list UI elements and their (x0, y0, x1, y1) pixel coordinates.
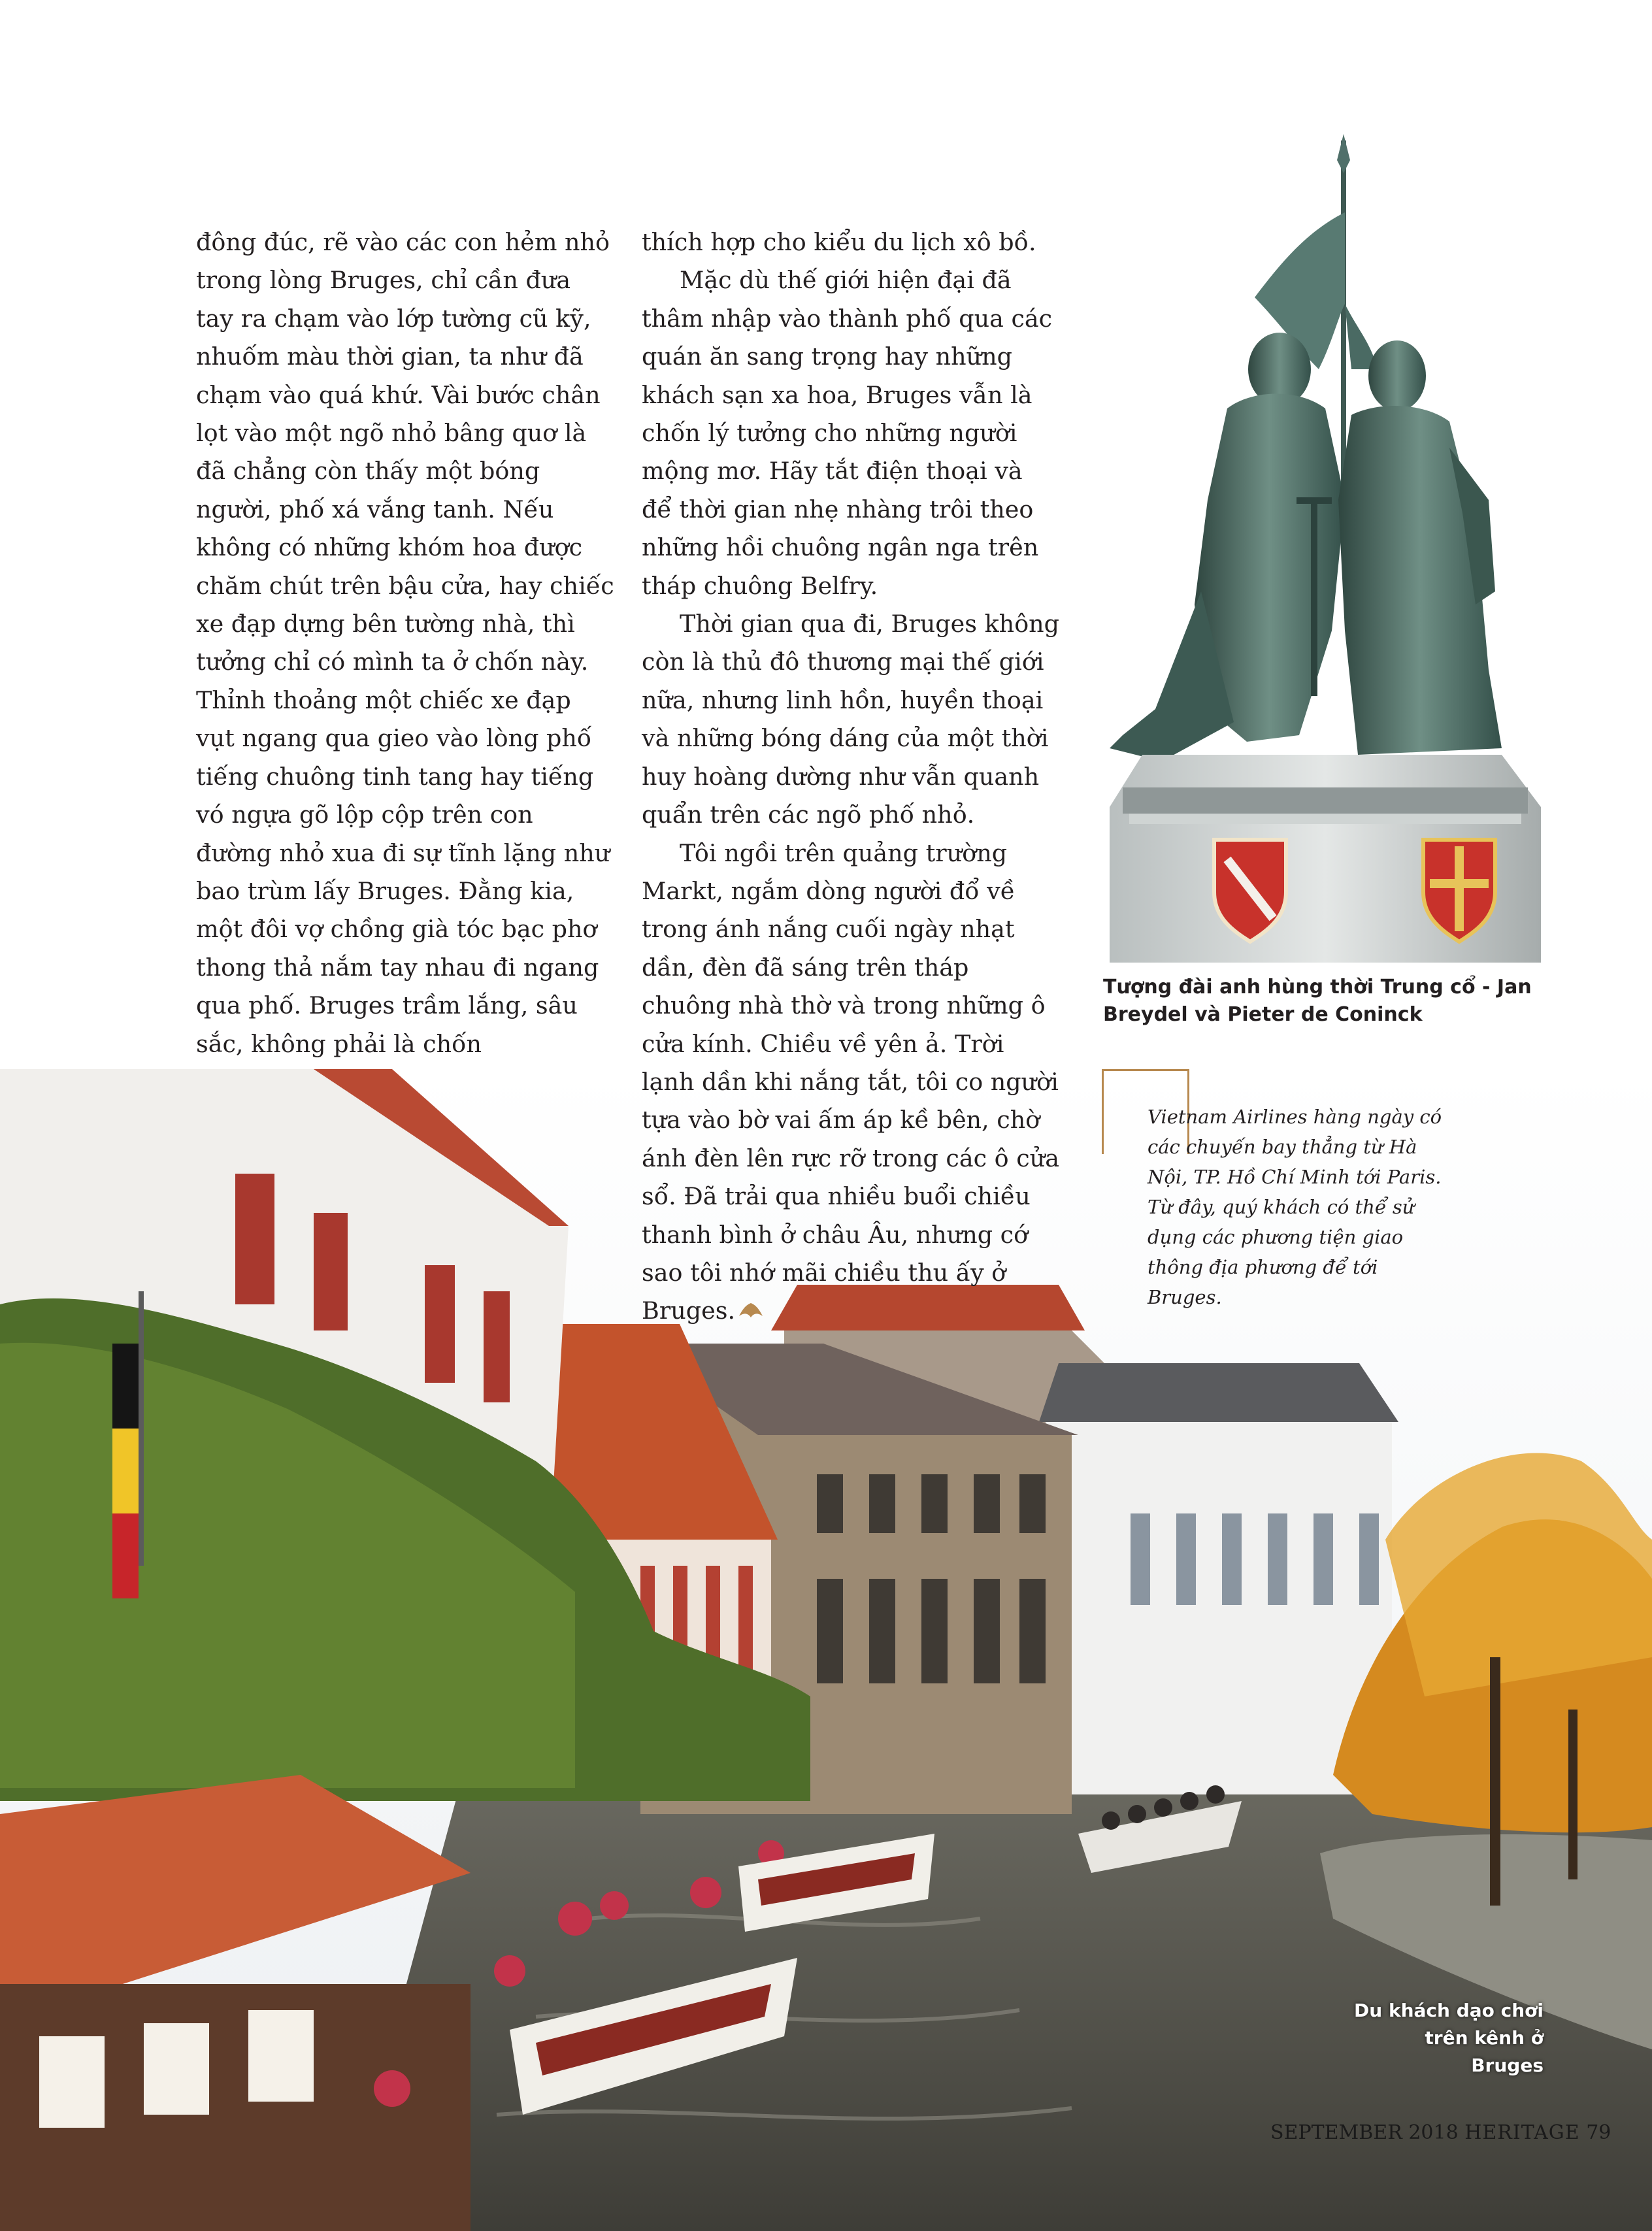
folio-magazine: HERITAGE (1464, 2121, 1580, 2144)
paragraph: Mặc dù thế giới hiện đại đã thâm nhập vào thành phố qua các quán ăn sang trọng hay những khách sạn xa hoa, Bruges vẫn là chốn lý tưởng cho những người mộng mơ. Hãy tắt điện thoại và để thời gian nhẹ nhàng trôi theo những hồi chuông ngân nga trên tháp chuông Belfry. (642, 266, 1053, 600)
paragraph (642, 835, 1060, 1330)
folio-date: SEPTEMBER 2018 (1270, 2121, 1459, 2144)
paragraph: đông đúc, rẽ vào các con hẻm nhỏ trong lòng Bruges, chỉ cần đưa tay ra chạm vào lớp tường cũ kỹ, nhuốm màu thời gian, ta như đã chạm vào quá khứ. Vài bước chân lọt vào một ngõ nhỏ bâng quơ là đã chẳng còn thấy một bóng người, phố xá vắng tanh. Nếu không có những khóm hoa được chăm chút trên bậu cửa, hay chiếc xe đạp dựng bên tường nhà, thì tưởng chỉ có mình ta ở chốn này. Thỉnh thoảng một chiếc xe đạp vụt ngang qua gieo vào lòng phố tiếng chuông tinh tang hay tiếng vó ngựa gõ lộp cộp trên con đường nhỏ xua đi sự tĩnh lặng như bao trùm lấy Bruges. Đằng kia, một đôi vợ chồng già tóc bạc phơ thong thả nắm tay nhau đi ngang qua phố. Bruges trầm lắng, sâu sắc, không phải là chốn (196, 228, 614, 1058)
paragraph: thích hợp cho kiểu du lịch xô bồ. (642, 228, 1036, 256)
end-mark-icon (738, 1302, 764, 1319)
statue-photo (1083, 134, 1555, 963)
statue-caption: Tượng đài anh hùng thời Trung cổ - Jan Breydel và Pieter de Coninck (1103, 976, 1532, 1026)
paragraph: Thời gian qua đi, Bruges không còn là thủ đô thương mại thế giới nữa, nhưng linh hồn, huyền thoại và những bóng dáng của một thời huy hoàng dường như vẫn quanh quẩn trên các ngõ phố nhỏ. (642, 610, 1060, 829)
page-folio (1270, 2121, 1611, 2144)
canal-caption: Du khách dạo chơi trên kênh ở Bruges (1354, 2000, 1544, 2076)
sidebar-note: Vietnam Airlines hàng ngày có các chuyến bay thẳng từ Hà Nội, TP. Hồ Chí Minh tới Paris. Từ đây, quý khách có thể sử dụng các phương tiện giao thông địa phương để tới Bruges. (1148, 1106, 1442, 1308)
article-column-1 (196, 223, 614, 1063)
paragraph-text: Tôi ngồi trên quảng trường Markt, ngắm dòng người đổ về trong ánh nắng cuối ngày nhạt dần, đèn đã sáng trên tháp chuông nhà thờ và trong những ô cửa kính. Chiều về yên ả. Trời lạnh dần khi nắng tắt, tôi co người tựa vào bờ vai ấm áp kề bên, chờ ánh đèn lên rực rỡ trong các ô cửa sổ. Đã trải qua nhiều buổi chiều thanh bình ở châu Âu, nhưng cớ sao tôi nhớ mãi chiều thu ấy ở Bruges. (642, 838, 1059, 1325)
article-column-2 (642, 223, 1060, 1330)
page-number: 79 (1586, 2121, 1611, 2144)
